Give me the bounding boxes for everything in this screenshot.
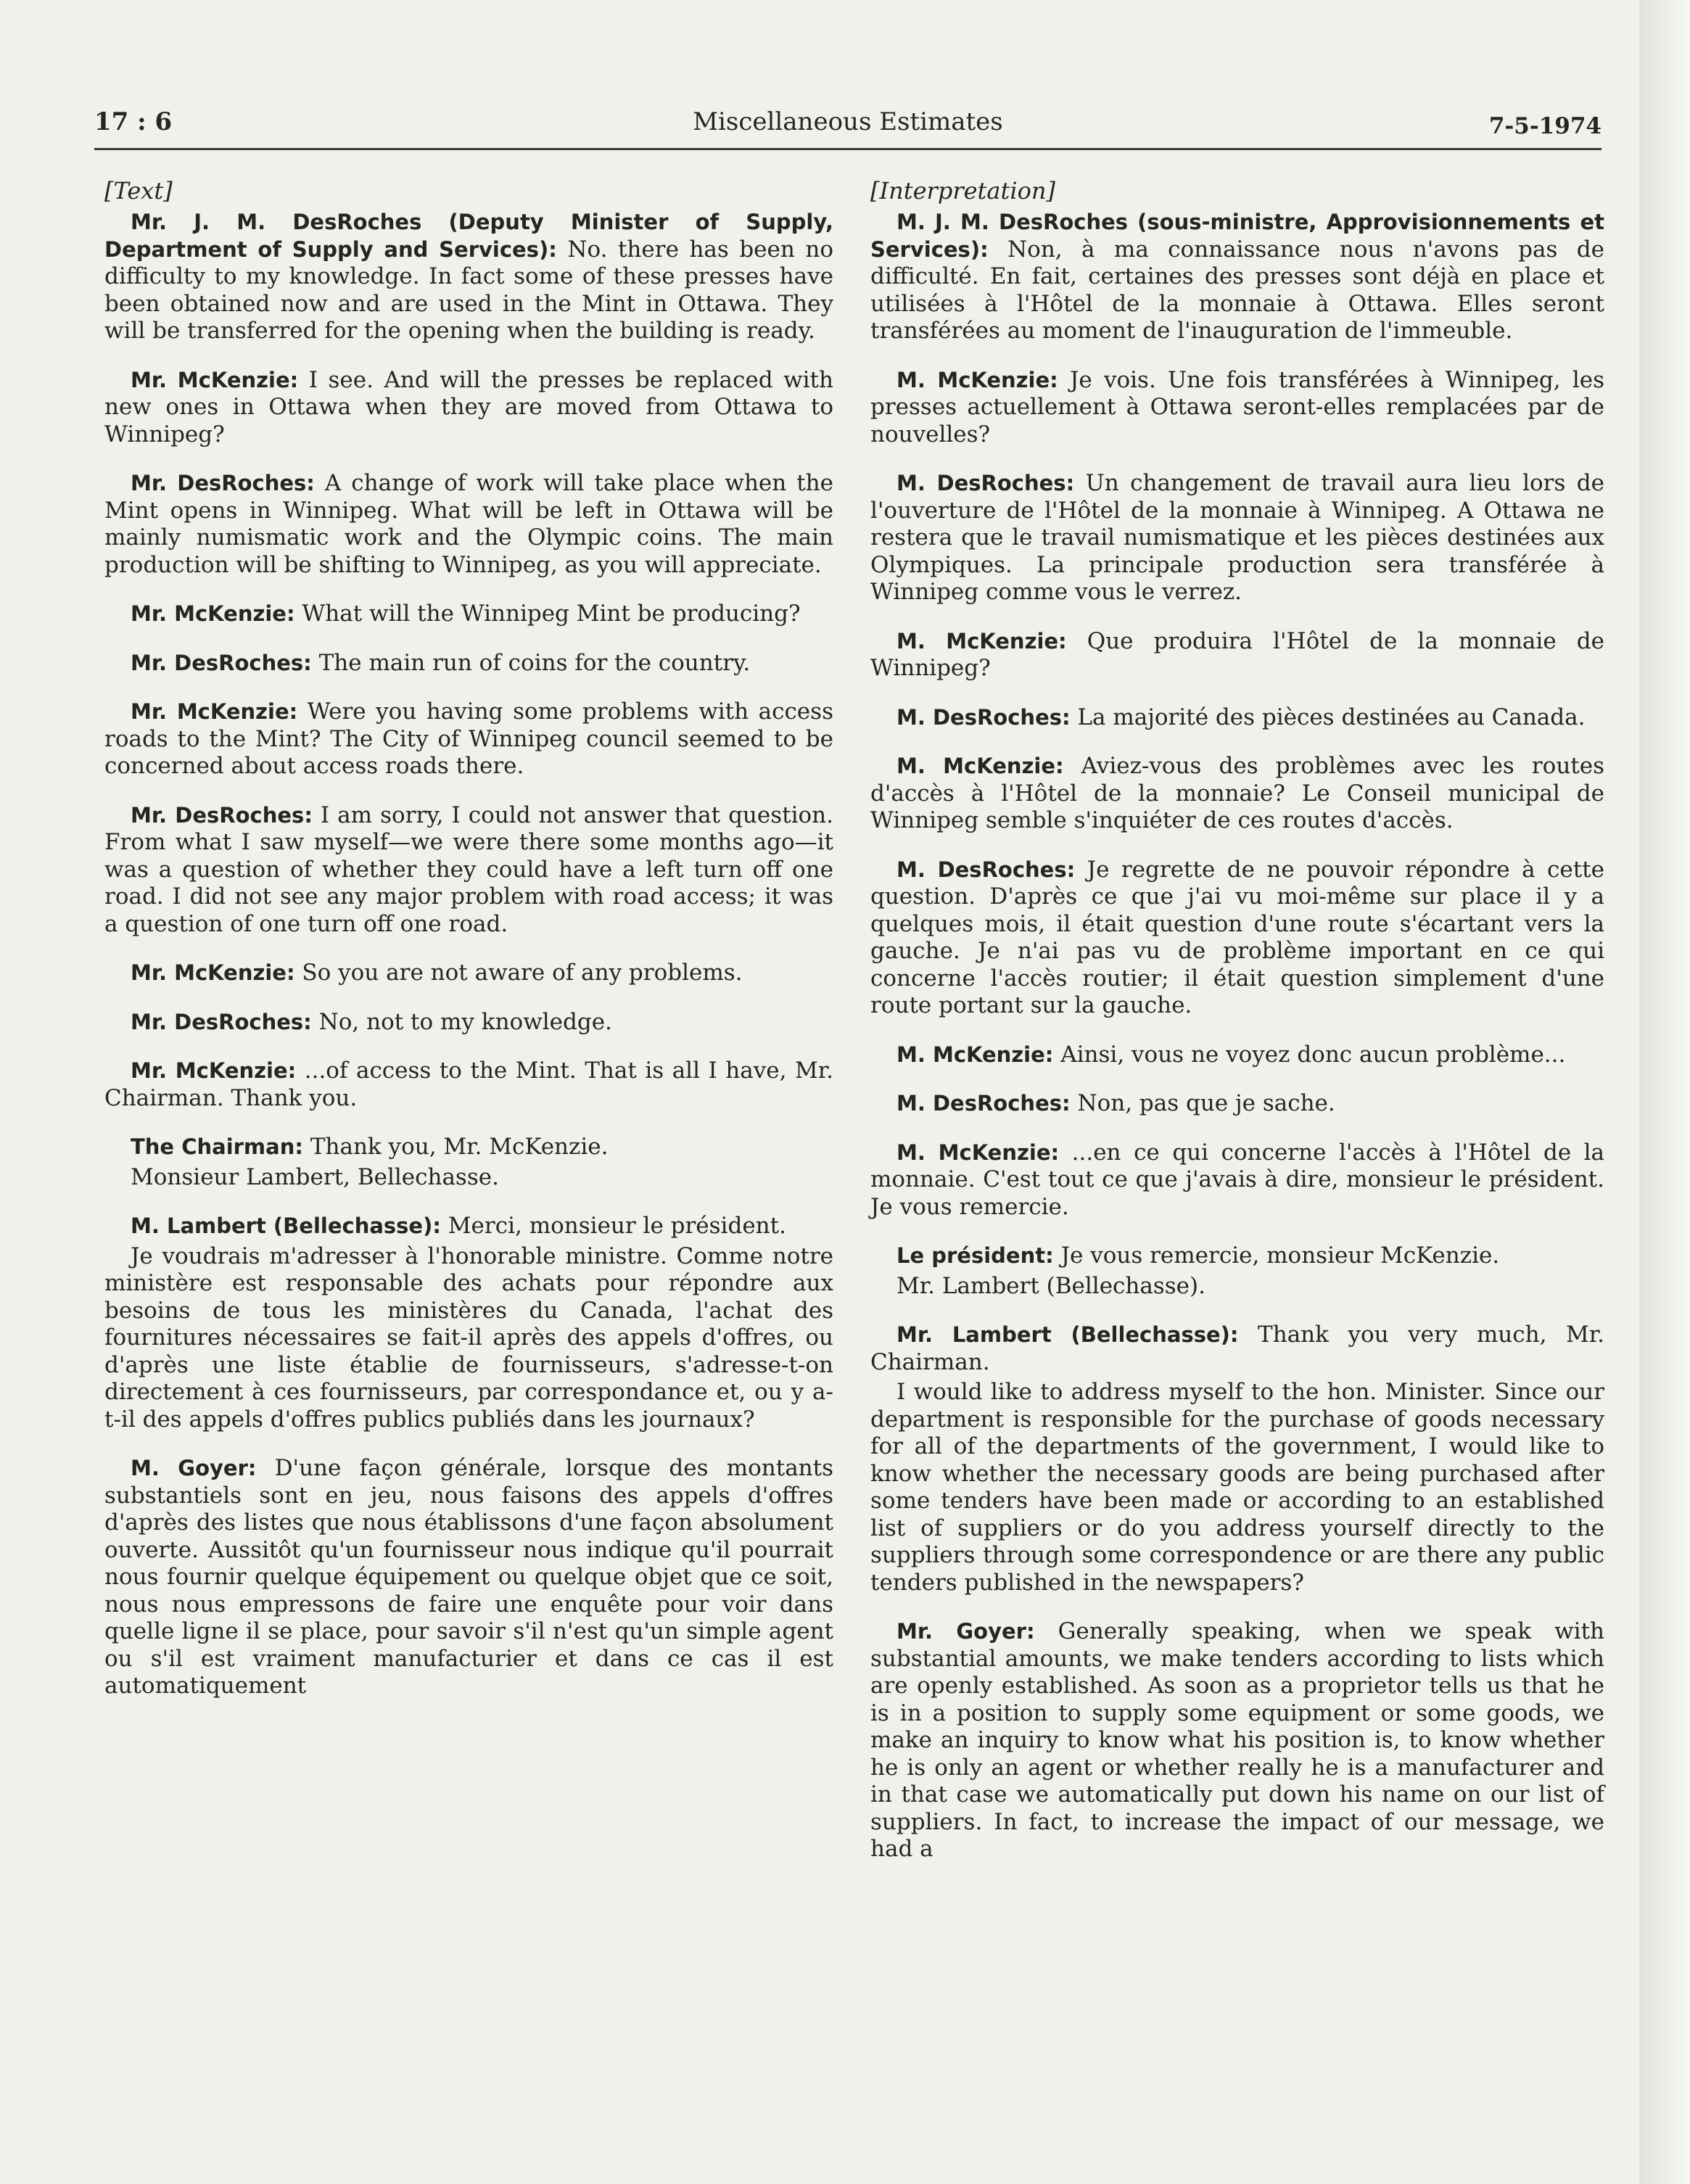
- transcript-paragraph: [104, 470, 833, 579]
- transcript-paragraph: [104, 1009, 833, 1037]
- speaker-name: M. DesRoches:: [896, 1091, 1071, 1116]
- speaker-name: Mr. Lambert (Bellechasse):: [896, 1322, 1239, 1347]
- speech-text: Non, à ma connaissance nous n'avons pas de difficulté. En fait, certaines des presses sont déjà en place et utilisées à l'Hôtel de la monnaie à Ottawa. Elles seront transférées au moment de l'inauguration de l'immeuble.: [870, 236, 1604, 344]
- speech-text: Aviez-vous des problèmes avec les routes d'accès à l'Hôtel de la monnaie? Le Conseil municipal de Winnipeg semble s'inquiéter de ces routes d'accès.: [870, 753, 1604, 833]
- transcript-paragraph: [870, 1618, 1604, 1863]
- speech-text: ...of access to the Mint. That is all I have, Mr. Chairman. Thank you.: [104, 1058, 833, 1111]
- speech-text: So you are not aware of any problems.: [294, 960, 743, 986]
- transcript-paragraph: [870, 1273, 1604, 1301]
- transcript-paragraph: [870, 1322, 1604, 1376]
- transcript-paragraph: [870, 1090, 1604, 1118]
- speaker-name: Mr. McKenzie:: [131, 367, 299, 392]
- speech-text: Je vois. Une fois transférées à Winnipeg, les presses actuellement à Ottawa seront-elles remplacées par de nouvelles?: [870, 366, 1604, 448]
- speaker-name: Mr. DesRoches:: [131, 650, 312, 675]
- speech-text: Merci, monsieur le président.: [440, 1213, 786, 1239]
- transcript-paragraph: [870, 1379, 1604, 1596]
- speaker-name: Mr. Goyer:: [896, 1619, 1035, 1644]
- speaker-name: M. DesRoches:: [896, 471, 1075, 495]
- speech-text: Ainsi, vous ne voyez donc aucun problème...: [1053, 1041, 1566, 1068]
- speech-text: Thank you, Mr. McKenzie.: [302, 1134, 609, 1160]
- transcript-paragraph: [104, 601, 833, 628]
- transcript-paragraph: [104, 1213, 833, 1240]
- page-number: 17 : 6: [94, 107, 173, 136]
- speech-text: D'une façon générale, lorsque des montants substantiels sont en jeu, nous faisons des appels d'offres d'après des listes que nous établissons d'une façon absolument ouverte. Aussitôt qu'un fournisseur nous indique qu'il pourrait nous fournir quelque équipement ou quelque objet que ce soit, nous nous empressons de faire une enquête pour voir dans quelle ligne il se place, pour savoir s'il n'est qu'un simple agent ou s'il est vraiment manufacturier et dans ce cas il est automatiquement: [104, 1455, 834, 1699]
- speaker-name: M. McKenzie:: [896, 367, 1058, 392]
- speaker-name: Mr. McKenzie:: [131, 601, 295, 626]
- speech-text: I see. And will the presses be replaced with new ones in Ottawa when they are moved from Ottawa to Winnipeg?: [104, 366, 833, 448]
- transcript-paragraph: [104, 209, 833, 345]
- speech-text: Monsieur Lambert, Bellechasse.: [131, 1163, 499, 1190]
- speech-text: Thank you very much, Mr. Chairman.: [870, 1322, 1604, 1375]
- transcript-paragraph: [870, 1140, 1604, 1221]
- speech-text: I am sorry, I could not answer that question. From what I saw myself—we were there some months ago—it was a question of whether they could have a left turn off one road. I did not see any major problem with road access; it was a question of one turn off one road.: [104, 802, 834, 937]
- page-header: [94, 103, 1602, 150]
- transcript-paragraph: [104, 1134, 833, 1161]
- speaker-name: M. J. M. DesRoches (sous-ministre, Approvisionnements et Services):: [870, 210, 1604, 262]
- speech-text: Je regrette de ne pouvoir répondre à cette question. D'après ce que j'ai vu moi-même sur place il y a quelques mois, il était question d'une route s'écartant vers la gauche. Je n'ai pas vu de problème important en ce qui concerne l'accès routier; il était question simplement d'une route portant sur la gauche.: [870, 856, 1604, 1018]
- transcript-paragraph: [870, 704, 1604, 732]
- speech-text: ...en ce qui concerne l'accès à l'Hôtel de la monnaie. C'est tout ce que j'avais à dire, monsieur le président. Je vous remercie.: [870, 1139, 1605, 1220]
- running-title: Miscellaneous Estimates: [693, 107, 1003, 136]
- transcript-paragraph: [870, 628, 1604, 683]
- speaker-name: M. McKenzie:: [896, 1042, 1054, 1067]
- speaker-name: Le président:: [896, 1243, 1054, 1268]
- transcript-paragraph: [104, 960, 833, 987]
- speech-text: Que produira l'Hôtel de la monnaie de Winnipeg?: [870, 627, 1604, 681]
- transcript-paragraph: [104, 650, 833, 677]
- transcript-paragraph: [870, 1243, 1604, 1270]
- speech-text: Un changement de travail aura lieu lors de l'ouverture de l'Hôtel de la monnaie à Winnipeg. A Ottawa ne restera que le travail numismatique et les pièces destinées aux Olympiques. La principale production sera transférée à Winnipeg comme vous le verrez.: [870, 470, 1604, 605]
- speaker-name: Mr. McKenzie:: [131, 1058, 297, 1083]
- speech-text: A change of work will take place when the Mint opens in Winnipeg. What will be left in Ottawa will be mainly numismatic work and the Olympic coins. The main production will be shifting to Winnipeg, as you will appreciate.: [104, 470, 833, 578]
- transcript-paragraph: [870, 753, 1604, 835]
- transcript-paragraph: [104, 1455, 833, 1700]
- speaker-name: Mr. McKenzie:: [131, 960, 295, 985]
- speech-text: Non, pas que je sache.: [1070, 1090, 1335, 1116]
- left-column-english-text: [104, 176, 833, 1722]
- speech-text: I would like to address myself to the hon. Minister. Since our department is responsible for the purchase of goods necessary for all of the departments of the government, I would like to know whether the necessary goods are being purchased after some tenders have been made or according to an established list of suppliers or do you address yourself directly to the suppliers through some correspondence or are there any public tenders published in the newspapers?: [870, 1379, 1604, 1596]
- speaker-name: M. McKenzie:: [896, 1140, 1060, 1165]
- transcript-paragraph: [870, 470, 1604, 606]
- speech-text: What will the Winnipeg Mint be producing?: [294, 601, 801, 627]
- speech-text: Je vous remercie, monsieur McKenzie.: [1053, 1243, 1500, 1269]
- speaker-name: M. McKenzie:: [896, 628, 1067, 654]
- speaker-name: Mr. J. M. DesRoches (Deputy Minister of Supply, Department of Supply and Services):: [104, 210, 833, 262]
- speaker-name: Mr. DesRoches:: [131, 471, 315, 495]
- transcript-paragraph: [870, 209, 1604, 345]
- speech-text: No. there has been no difficulty to my knowledge. In fact some of these presses have been obtained now and are used in the Mint in Ottawa. They will be transferred for the opening when the building is ready.: [104, 236, 833, 344]
- column-label: [Interpretation]: [870, 177, 1055, 205]
- speaker-name: Mr. DesRoches:: [131, 1009, 312, 1034]
- speech-text: Generally speaking, when we speak with substantial amounts, we make tenders according to lists which are openly established. As soon as a proprietor tells us that he is in a position to supply some equipment or some goods, we make an inquiry to know what his position is, to know whether he is only an agent or whether really he is a manufacturer and in that case we automatically put down his name on our list of suppliers. In fact, to increase the impact of our message, we had a: [870, 1618, 1605, 1862]
- page-date: 7-5-1974: [1488, 113, 1602, 139]
- column-label: [Text]: [104, 177, 173, 205]
- page-edge-shadow: [1639, 0, 1690, 2184]
- transcript-paragraph: [104, 802, 833, 939]
- speaker-name: M. DesRoches:: [896, 857, 1076, 882]
- transcript-paragraph: [104, 1243, 833, 1434]
- right-column-interpretation: [870, 176, 1604, 1885]
- speaker-name: M. Lambert (Bellechasse):: [131, 1213, 441, 1238]
- transcript-paragraph: [104, 699, 833, 780]
- speaker-name: Mr. McKenzie:: [131, 699, 298, 724]
- transcript-paragraph: [104, 367, 833, 449]
- transcript-paragraph: [870, 367, 1604, 449]
- transcript-paragraph: [870, 857, 1604, 1020]
- speaker-name: Mr. DesRoches:: [131, 802, 313, 828]
- speech-text: Je voudrais m'adresser à l'honorable ministre. Comme notre ministère est responsable des achats pour répondre aux besoins de tous les ministères du Canada, l'achat des fournitures nécessaires se fait-il après des appels d'offres, ou d'après une liste établie de fournisseurs, s'adresse-t-on directement à ces fournisseurs, par correspondance et, ou y a-t-il des appels d'offres publics publiés dans les journaux?: [104, 1243, 833, 1433]
- speaker-name: M. DesRoches:: [896, 704, 1071, 730]
- speaker-name: M. McKenzie:: [896, 754, 1064, 778]
- speech-text: No, not to my knowledge.: [311, 1008, 612, 1035]
- speech-text: The main run of coins for the country.: [311, 649, 751, 676]
- speech-text: Mr. Lambert (Bellechasse).: [896, 1272, 1205, 1299]
- speech-text: La majorité des pièces destinées au Canada.: [1070, 704, 1586, 730]
- speaker-name: The Chairman:: [131, 1134, 303, 1159]
- transcript-paragraph: [870, 1042, 1604, 1069]
- speech-text: Were you having some problems with access roads to the Mint? The City of Winnipeg council seemed to be concerned about access roads there.: [104, 699, 833, 779]
- transcript-paragraph: [104, 1164, 833, 1192]
- speaker-name: M. Goyer:: [131, 1456, 257, 1480]
- transcript-paragraph: [104, 1058, 833, 1112]
